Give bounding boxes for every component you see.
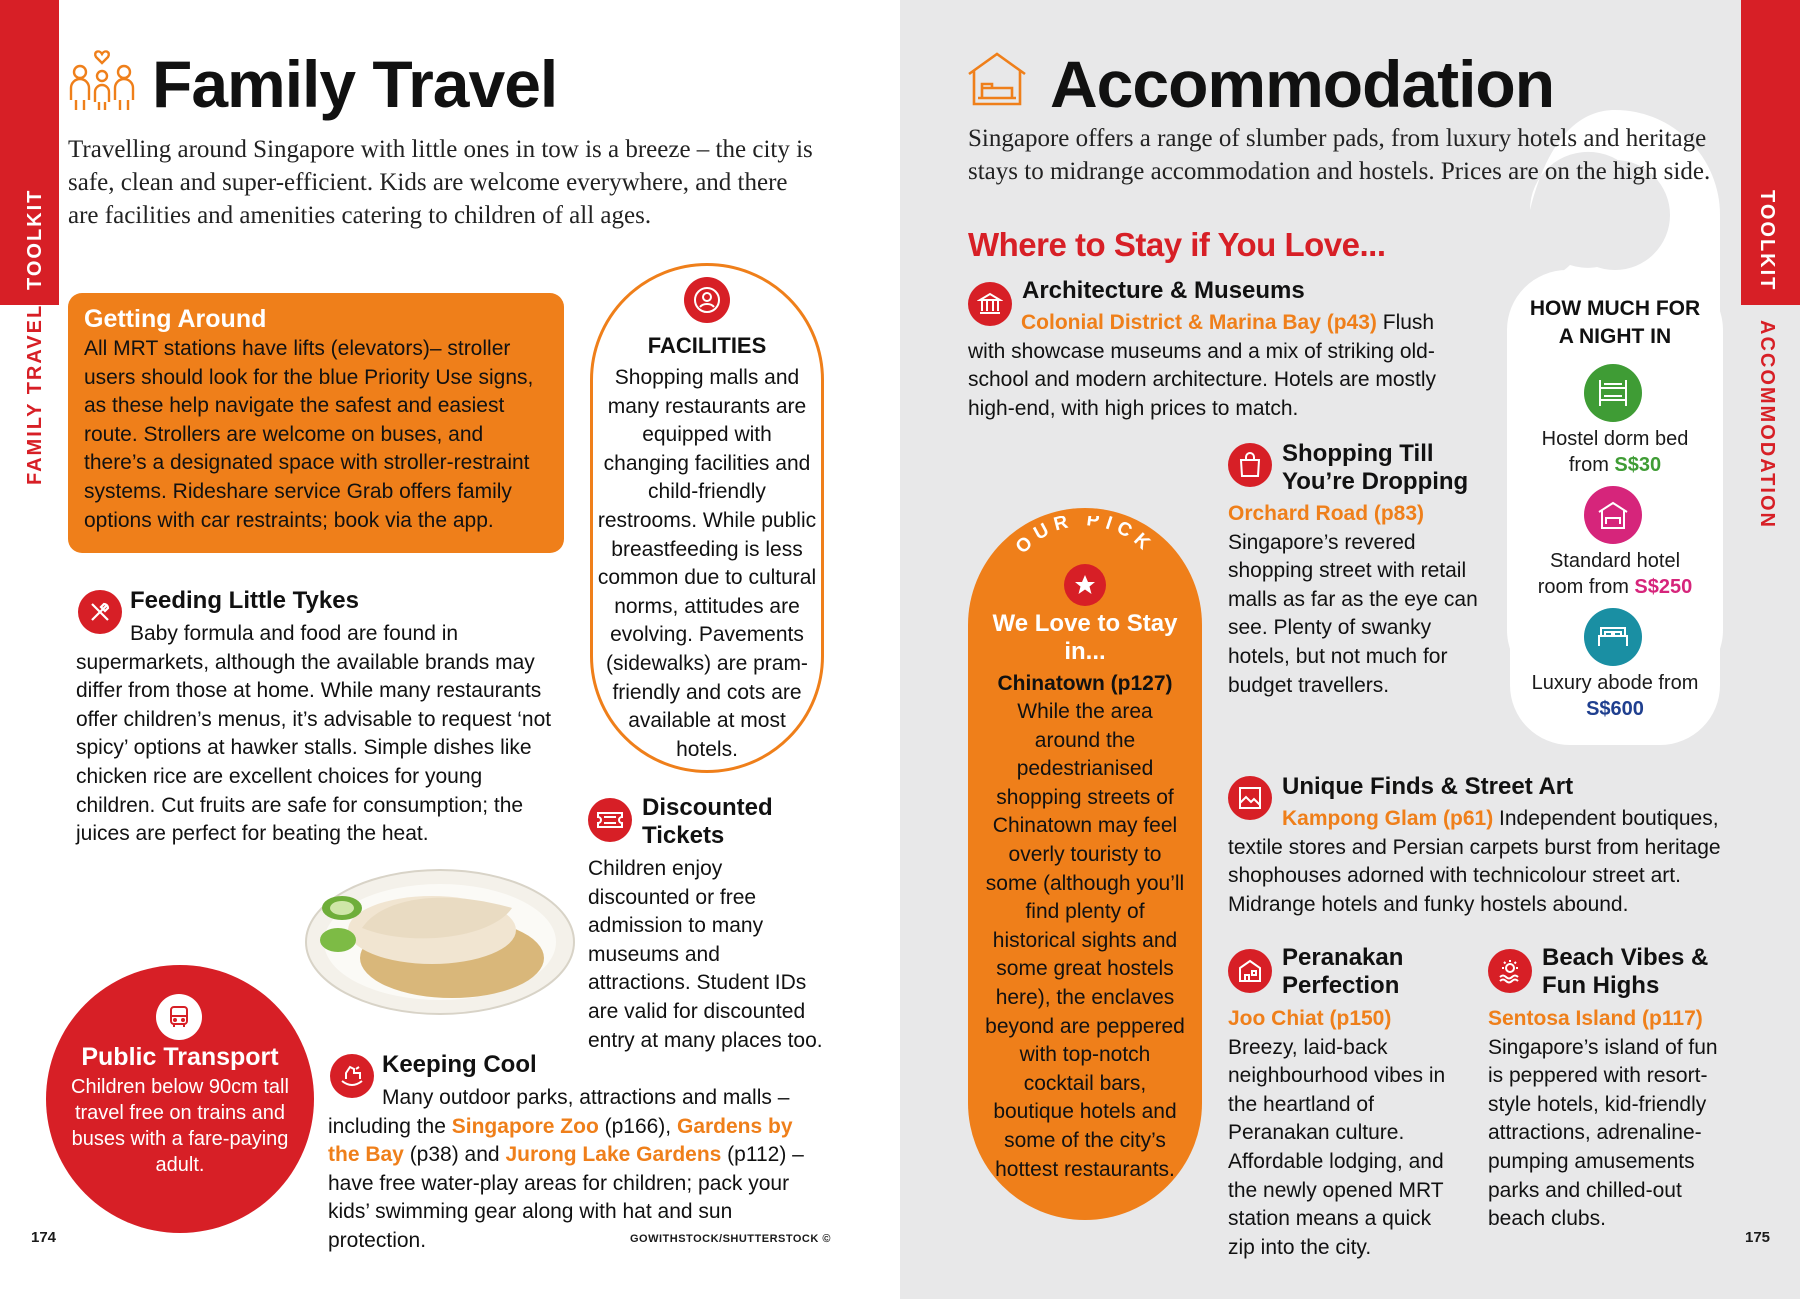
singapore-zoo-link: Singapore Zoo [451, 1114, 599, 1138]
architecture-text [968, 309, 1458, 423]
price-item-1-value: S$30 [1614, 454, 1662, 476]
keeping-cool-text-3: (p38) and [403, 1143, 506, 1167]
section-tab-right-label: ACCOMMODATION [1756, 320, 1778, 529]
price-item-2-label: Standard hotel room from [1537, 550, 1681, 598]
hotel-bed-icon [1584, 486, 1642, 544]
intro-paragraph: Travelling around Singapore with little ones in tow is a breeze – the city is safe, clean and super-efficient. Kids are welcome everywhere, and there are facilities and amenities catering to children of all ages. [68, 136, 813, 229]
unique-heading: Unique Finds & Street Art [1282, 773, 1574, 800]
keeping-cool-text [328, 1084, 828, 1256]
bus-icon [156, 994, 202, 1040]
architecture-text-body: Flush with showcase museums and a mix of striking old-school and modern architecture. Hotels are mostly high-end, with high prices to match. [968, 311, 1437, 420]
beach-heading-line-2: Fun Highs [1542, 972, 1660, 999]
discounted-heading: Discounted Tickets [642, 794, 773, 849]
keeping-cool-text-2: (p166), [598, 1114, 677, 1138]
peranakan-text-body: Breezy, laid-back neighbourhood vibes in the heartland of Peranakan culture. Affordable lodging, and the newly opened MRT station means a quick zip into the city. [1228, 1035, 1446, 1259]
price-item-1 [1525, 426, 1705, 478]
beach-text [1488, 1005, 1723, 1234]
unique-text-body: Independent boutiques, textile stores and Persian carpets burst from heritage shophouses adorned with technicolour street art. Midrange hotels and funky hostels abound. [1228, 807, 1721, 916]
unique-text [1228, 805, 1728, 919]
ticket-icon [588, 798, 632, 842]
public-transport-text: Children below 90cm tall travel free on trains and buses with a fare-paying adult. [71, 1076, 289, 1176]
page-title-right: Accommodation [1050, 47, 1555, 121]
bed-house-icon [966, 50, 1028, 108]
price-item-3 [1525, 670, 1705, 722]
shopping-heading [1282, 440, 1468, 496]
baby-icon [684, 277, 730, 323]
toolkit-tab-label: TOOLKIT [24, 188, 46, 290]
price-item-2 [1525, 548, 1705, 600]
price-item-3-label: Luxury abode from [1531, 672, 1699, 694]
shopping-heading-line-1: Shopping Till [1282, 440, 1434, 467]
peranakan-heading [1282, 944, 1403, 1000]
star-icon [1064, 564, 1106, 606]
keeping-cool-text-4: (p112) – have free water-play areas for children; pack your kids’ swimming gear along with hat and sun protection. [328, 1143, 804, 1252]
getting-around-text: All MRT stations have lifts (elevators)– stroller users should look for the blue Priority Use signs, as these help navigate the safest and easiest route. Strollers are welcome on buses, and there’s a designated space with stroller-restraint systems. Rideshare service Grab offers family options with car restraints; book via the app. [84, 337, 534, 532]
beach-text-body: Singapore’s island of fun is peppered with resort-style hotels, kid-friendly attractions, adrenaline-pumping amusements parks and chilled-out beach clubs. [1488, 1035, 1718, 1231]
chicken-rice-photo [302, 858, 578, 1018]
double-bed-icon [1584, 608, 1642, 666]
our-pick-heading: We Love to Stay in... [992, 610, 1178, 665]
price-item-3-value: S$600 [1586, 698, 1644, 720]
peranakan-text [1228, 1005, 1463, 1262]
architecture-heading: Architecture & Museums [1022, 277, 1305, 304]
getting-around-heading: Getting Around [84, 305, 267, 333]
toolkit-tab-right-label: TOOLKIT [1756, 190, 1778, 292]
keeping-cool-text-1: Many outdoor parks, attractions and malls – including the [328, 1086, 790, 1138]
facilities-heading: FACILITIES [647, 333, 767, 358]
svg-text:OUR PICK [1012, 516, 1158, 558]
price-item-2-value: S$250 [1634, 576, 1693, 598]
colonial-district-link: Colonial District & Marina Bay (p43) [1021, 311, 1377, 334]
facilities-text: Shopping malls and many restaurants are equipped with changing facilities and child-friendly restrooms. While public breastfeeding is less common due to cultural norms, attitudes are evolving. Pavements (sidewalks) are pram-friendly and cots are available at most hotels. [597, 366, 817, 761]
shopping-bag-icon [1228, 443, 1272, 487]
feeding-heading: Feeding Little Tykes [130, 587, 359, 614]
keeping-cool-heading: Keeping Cool [382, 1051, 537, 1078]
shopping-text-body: Singapore’s revered shopping street with retail malls as far as the eye can see. Plenty of swanky hotels, but not much for budget travellers. [1228, 530, 1478, 697]
joo-chiat-link: Joo Chiat (p150) [1228, 1007, 1392, 1030]
our-pick-arc-text: OUR PICK [1011, 516, 1159, 559]
getting-around-box [68, 293, 564, 553]
feeding-text: Baby formula and food are found in supermarkets, although the available brands may differ from those at home. While many restaurants offer children’s menus, it’s advisable to request ‘not spicy’ options at hawker stalls. Simple dishes like chicken rice are excellent choices for young children. Cut fruits are safe for consumption; the juices are perfect for beating the heat. [76, 622, 552, 846]
our-pick-text: While the area around the pedestrianised shopping streets of Chinatown may feel overly touristy to some (although you’ll find plenty of historical sights and some great hostels here), the enclaves beyond are peppered with top-notch cocktail bars, boutique hotels and some of the city’s hottest restaurants. [985, 700, 1185, 1181]
photo-credit: GOWITHSTOCK/SHUTTERSTOCK © [630, 1233, 831, 1245]
kampong-glam-link: Kampong Glam (p61) [1282, 807, 1494, 830]
discounted-text: Children enjoy discounted or free admission to many museums and attractions. Student IDs are valid for discounted entry at many places too. [588, 857, 823, 1052]
section-tab-label: FAMILY TRAVEL [24, 303, 46, 485]
price-tag-heading: HOW MUCH FOR A NIGHT IN [1529, 297, 1701, 348]
our-pick-place: Chinatown (p127) [997, 672, 1173, 695]
price-item-1-label: Hostel dorm bed from [1541, 428, 1689, 476]
shopping-heading-line-2: You’re Dropping [1282, 468, 1469, 495]
peranakan-heading-line-2: Perfection [1282, 972, 1400, 999]
beach-heading-line-1: Beach Vibes & [1542, 944, 1709, 971]
peranakan-heading-line-1: Peranakan [1282, 944, 1404, 971]
shopping-text [1228, 500, 1478, 700]
public-transport-heading: Public Transport [81, 1043, 279, 1071]
intro-paragraph-right: Singapore offers a range of slumber pads, from luxury hotels and heritage stays to midrange accommodation and hostels. Prices are on the high side. [968, 125, 1711, 185]
gardens-by-the-bay-link: Gardens by the Bay [328, 1114, 793, 1167]
discounted-heading-1 [642, 794, 792, 850]
right-page [900, 0, 1800, 1299]
beach-heading [1542, 944, 1708, 1000]
where-to-stay-heading: Where to Stay if You Love... [968, 226, 1386, 263]
page-number-right: 175 [1745, 1229, 1771, 1246]
shophouse-icon [1228, 949, 1272, 993]
bunk-bed-icon [1584, 364, 1642, 422]
orchard-road-link: Orchard Road (p83) [1228, 502, 1425, 525]
jurong-lake-gardens-link: Jurong Lake Gardens [505, 1143, 722, 1167]
family-icon [68, 48, 136, 114]
sentosa-island-link: Sentosa Island (p117) [1488, 1007, 1703, 1030]
page-number-left: 174 [31, 1229, 57, 1246]
page-title: Family Travel [152, 47, 558, 121]
sun-waves-icon [1488, 949, 1532, 993]
